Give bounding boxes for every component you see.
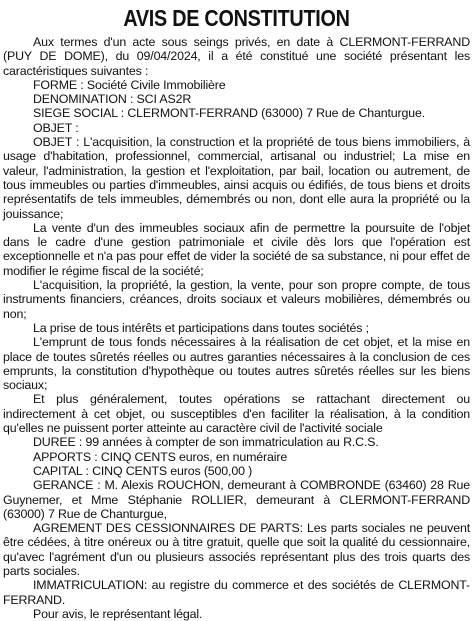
intro-paragraph: Aux termes d'un acte sous seings privés, en date à CLERMONT-FERRAND (PUY DE DOME), du 09/04/2024, il a été constitué une société présentant les caractéristiques suivantes : (3, 35, 470, 78)
emprunt-paragraph: L'emprunt de tous fonds nécessaires à la réalisation de cet objet, et la mise en place de toutes sûretés réelles ou autres garanties nécessaires à la conclusion de ces emprunts, la constitution d'hypothèque ou toutes autres sûretés réelles sur les biens sociaux; (3, 335, 470, 393)
vente-paragraph: La vente d'un des immeubles sociaux afin de permettre la poursuite de l'objet dans le cadre d'une gestion patrimoniale et civile dès lors que l'opération est exceptionnelle et n'a pas pour effet de vider la société de sa substance, ni pour effet de modifier le régime fiscal de la société; (3, 220, 470, 278)
prise-interets-paragraph: La prise de tous intérêts et participations dans toutes sociétés ; (33, 320, 369, 335)
acquisition-paragraph: L'acquisition, la propriété, la gestion, la vente, pour son propre compte, de tous instruments financiers, créances, droits sociaux et valeurs mobilières, démembrés ou non; (3, 278, 470, 321)
forme-line: FORME : Société Civile Immobilière (33, 77, 226, 92)
agrement-paragraph: AGREMENT DES CESSIONNAIRES DE PARTS: Les parts sociales ne peuvent être cédées, à titre onéreux ou à titre gratuit, quelle que soit la qualité du cessionnaire, qu'avec l'agrément d'un ou plusieurs associés représentant plus des trois quarts des parts sociales. (3, 521, 470, 578)
capital-line: CAPITAL : CINQ CENTS euros (500,00 ) (33, 463, 253, 478)
siege-social-line: SIEGE SOCIAL : CLERMONT-FERRAND (63000) 7 Rue de Chanturgue. (33, 106, 426, 121)
duree-line: DUREE : 99 années à compter de son immatriculation au R.C.S. (33, 435, 379, 450)
immatriculation-paragraph: IMMATRICULATION: au registre du commerce et des sociétés de CLERMONT-FERRAND. (3, 578, 470, 607)
denomination-line: DENOMINATION : SCI AS2R (33, 92, 192, 107)
objet-paragraph: OBJET : L'acquisition, la construction et la propriété de tous biens immobiliers, à usage d'habitation, professionnel, commercial, artisanal ou industriel; La mise en valeur, l'administration, la gestion et l'exploitation, par bail, location ou autrement, de tous immeubles ou parties d'immeubles, ainsi acquis ou édifiés, de tous biens et droits représentatifs de tels immeubles, démembrés ou non, dont elle aura la propriété ou la jouissance; (3, 135, 470, 221)
objet-heading: OBJET : (33, 120, 79, 135)
gerance-paragraph: GERANCE : M. Alexis ROUCHON, demeurant à COMBRONDE (63460) 28 Rue Guynemer, et Mme Stéphanie ROLLIER, demeurant à CLERMONT-FERRAND (63000) 7 Rue de Chanturgue, (3, 478, 470, 521)
signature-line: Pour avis, le représentant légal. (33, 606, 203, 621)
apports-line: APPORTS : CINQ CENTS euros, en numéraire (33, 449, 288, 464)
notice-title: AVIS DE CONSTITUTION (123, 5, 350, 31)
generalement-paragraph: Et plus généralement, toutes opérations se rattachant directement ou indirectement à cet objet, ou susceptibles d'en faciliter la réalisation, à la condition qu'elles ne puissent porter atteinte au caractère civil de l'activité sociale (3, 392, 470, 436)
